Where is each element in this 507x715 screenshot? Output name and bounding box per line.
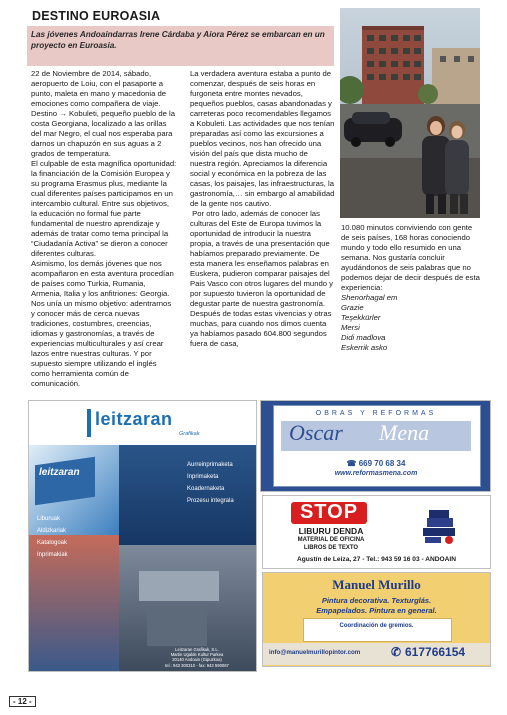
painter-phone: 617766154: [405, 645, 466, 659]
service-item: Inprimaketa: [187, 474, 219, 480]
brand-name: leitzaran: [95, 409, 173, 429]
service-item: Inprimakiak: [37, 552, 68, 558]
paragraph: El culpable de esta magnífica oportunidad: la financiación de la Comisión Europea y su programa Erasmus plus, mediante la cual diferentes países participamos en un intercambio cultural. Entre sus objetivos, la educación no formal fue parte fundamental de nuestro aprendizaje y además de tratar como tema principal la “Ciudadanía Activa” se dieron a conocer diferentes culturas.: [31, 159, 177, 258]
painter-line1: Pintura decorativa. Texturglás.: [321, 596, 432, 605]
page-number: - 12 -: [9, 696, 36, 707]
article-column-2: [190, 69, 335, 349]
word-list-item: Mersi: [341, 323, 360, 332]
shop-address: Agustín de Leiza, 27 - Tel.: 943 59 16 03 - ANDOAIN: [296, 556, 457, 563]
ad-manuel-murillo: [262, 572, 491, 667]
ad-oscar-mena: [260, 400, 491, 492]
leitzaran-address: Leitzaran Grafikak, S.L. Martin Ugalde Kultur Parkea 20140 Andoain (Gipuzkoa) tel.: 943 300310 - fax: 943 590067: [165, 647, 229, 668]
paragraph: 10.080 minutos conviviendo con gente de seis países, 168 horas conociendo mundo y todo ello resumido en una semana. Nos gustaría concluir ayudándonos de seis palabras que no podemos dejar de decir después de esta experiencia:: [341, 223, 480, 292]
painter-coord: Coordinación de gremios.: [339, 623, 414, 629]
phone-icon: ✆: [391, 645, 402, 659]
article-photo: [340, 8, 480, 218]
shop-line1: MATERIAL DE OFICINA: [297, 537, 365, 543]
service-item: Aurreinprimaketa: [187, 462, 233, 468]
web: www.reformasmena.com: [334, 470, 418, 477]
phone: ☎ 669 70 68 34: [346, 459, 406, 468]
service-item: Katalogoak: [37, 540, 68, 546]
paragraph: Asimismo, los demás jóvenes que nos acompañaron en esta aventura procedían de países como Turkia, Rumania, Armenia, Italia y los anfitriones: Georgia. Nos unía un mismo objetivo: adentrarnos y conocer más de cerca nuevas tradiciones, costumbres, creencias, idiomas y gastronomías, a través de experiencias multiculturales y así crear lazos entre nuestras culturas. Y por supuesto siempre utilizando el inglés como herramienta común de comunicación.: [31, 259, 174, 388]
painter-line2: Empapelados. Pintura en general.: [316, 606, 437, 615]
word-list-item: Shenorhagal em: [341, 293, 398, 302]
article-column-1: [31, 69, 177, 389]
painter-name: Manuel Murillo: [332, 577, 421, 592]
ad-leitzaran: [28, 400, 257, 672]
word-list-item: Eskerrik asko: [341, 343, 388, 352]
paragraph: 22 de Noviembre de 2014, sábado, aeropuerto de Loiu, con el pasaporte a punto, maleta en mano y macedonia de emociones como compañera de viaje. Destino → Kobuleti, pequeño pueblo de la costa Georgiana, localizado a las orillas del mar Negro, el cual nos esperaba para darnos un chapuzón en sus aguas a 2 grados de temperatura.: [31, 69, 176, 158]
shop-line2: LIBROS DE TEXTO: [303, 545, 359, 551]
service-item: Liburuak: [37, 516, 61, 522]
service-item: Aldizkariak: [37, 528, 67, 534]
shop-name: LIBURU DENDA: [298, 526, 364, 536]
word-list-item: Grazie: [341, 303, 364, 312]
cover-text: leitzaran: [39, 467, 80, 478]
services-right: [187, 459, 234, 507]
article-subtitle: Las jóvenes Andoaindarras Irene Cárdaba y Aiora Pérez se embarcan en un proyecto en Euroasia.: [31, 30, 325, 50]
word-list-item: Didi madlova: [341, 333, 386, 342]
service-item: Prozesu integrala: [187, 498, 234, 504]
books-icon: [419, 506, 459, 551]
tagline: OBRAS Y REFORMAS: [315, 410, 437, 417]
brand-sub: Grafikak: [179, 431, 200, 437]
paragraph: Por otro lado, además de conocer las culturas del Este de Europa tuvimos la oportunidad de introducir la nuestra propia, a través de una presentación que habíamos preparado previamente. De esta manera les enseñamos palabras en Euskera, pudieron comparar paisajes del Pais Vasco con otros lugares del mundo y por supuesto tuvieron la oportunidad de degustar parte de nuestra gastronomía.: [190, 209, 336, 308]
service-item: Koadernaketa: [187, 486, 225, 492]
name-last: Mena: [379, 420, 430, 445]
brand-mark: [87, 409, 91, 437]
paragraph: La verdadera aventura estaba a punto de comenzar, después de seis horas en furgoneta entre montes nevados, pequeños pueblos, casas abandonadas y carreteras poco recomendables llegamos a Kobuleti. Las actividades que nos tenían preparadas así como las excursiones a pueblos vecinos, nos han ofrecido una visión del país que dista mucho de nuestra región. Apreciamos la diferencia social y económica en la pobreza de las casas, los paisajes, las infraestructuras, la gastronomía,… sin embargo al amabilidad de la gente nos cautivo.: [190, 69, 335, 208]
painter-email: info@manuelmurillopintor.com: [269, 649, 361, 656]
services-left: [37, 513, 68, 561]
stop-logo: STOP: [299, 501, 359, 523]
name-first: Oscar: [289, 420, 343, 445]
article-title: DESTINO EUROASIA: [32, 9, 161, 23]
paragraph: Después de todas estas vivencias y otras muchas, para cuando nos dimos cuenta ya habíamos pasado 604.800 segundos fuera de casa,: [190, 309, 332, 348]
word-list-item: Teşekkürler: [341, 313, 381, 322]
ad-stop-liburu-denda: [262, 495, 491, 569]
article-column-3: [341, 223, 481, 353]
